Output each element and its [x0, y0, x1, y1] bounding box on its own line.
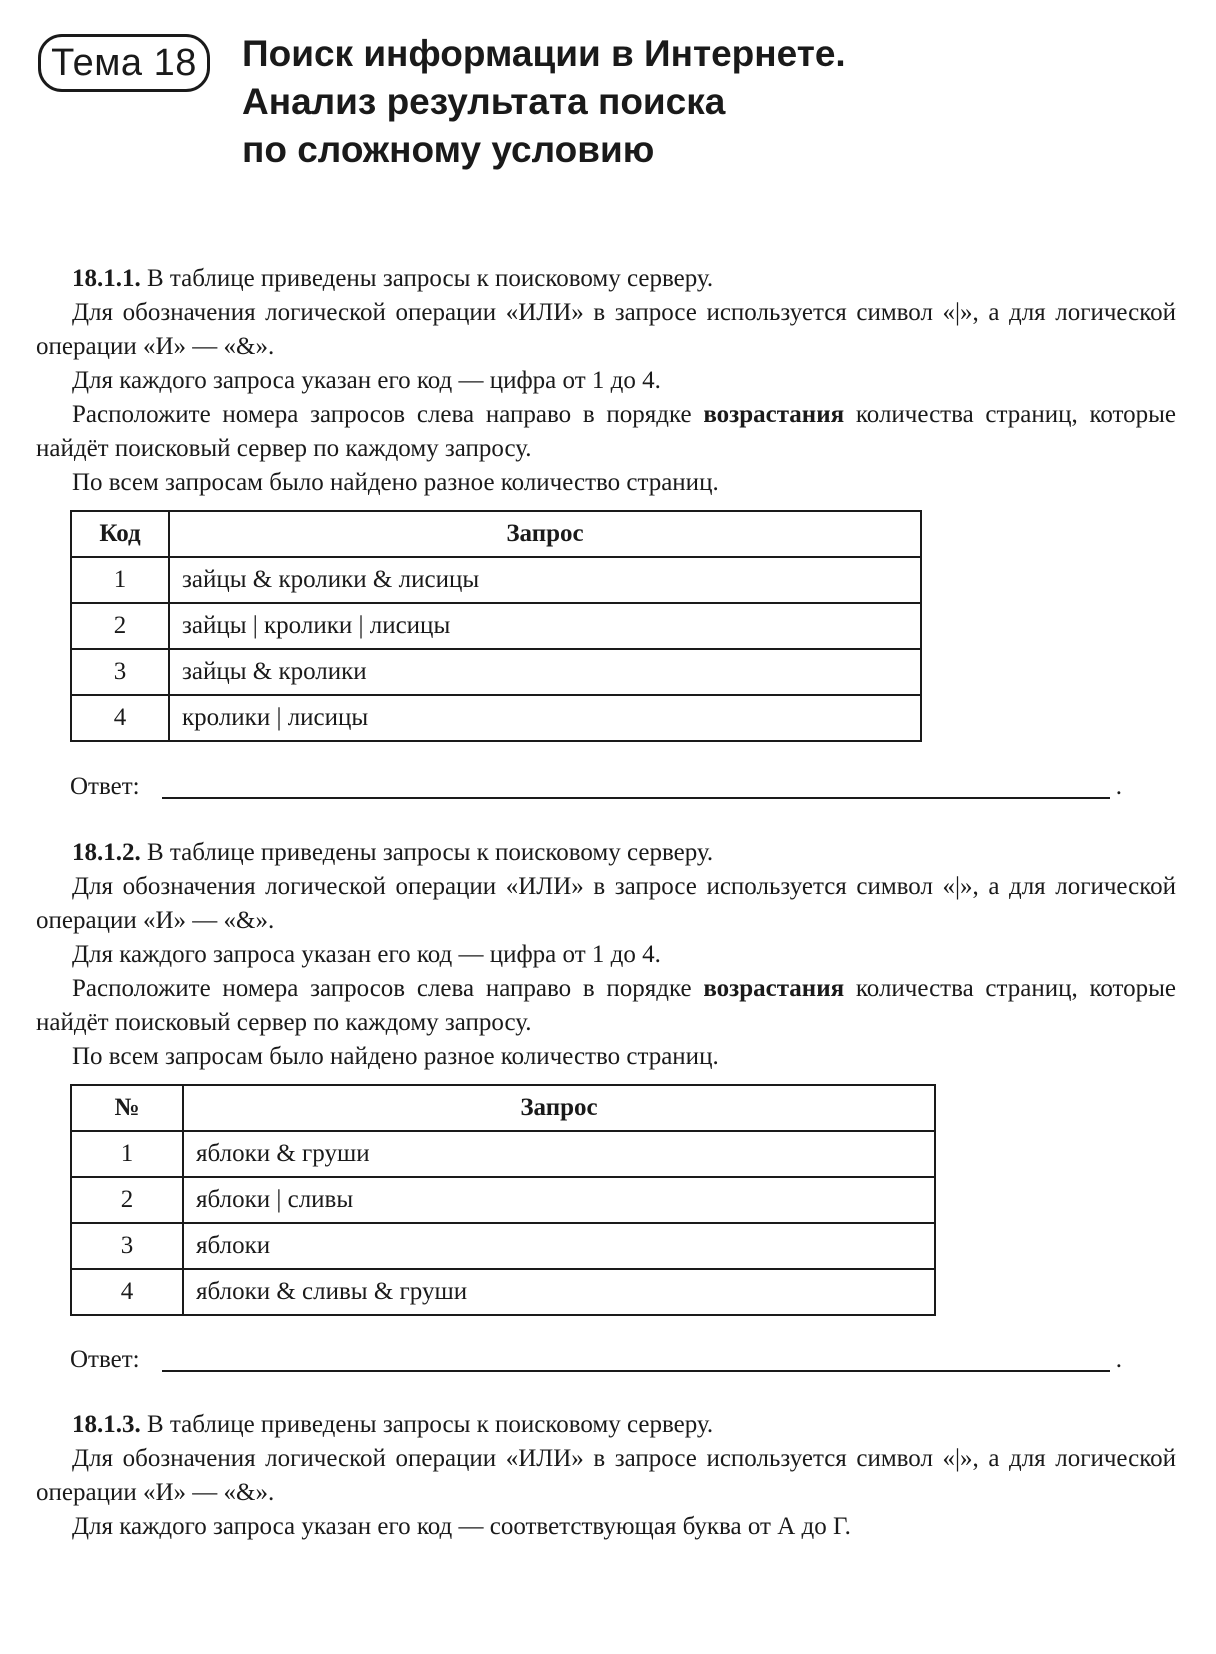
answer-blank[interactable]	[162, 1370, 1110, 1372]
table-row	[71, 1269, 935, 1315]
answer-label: Ответ:	[70, 1346, 140, 1373]
row-code: 2	[71, 603, 169, 649]
table-row	[71, 695, 921, 741]
answer-end: .	[1115, 773, 1122, 800]
row-query: яблоки & груши	[183, 1131, 935, 1177]
row-code: 1	[71, 1131, 183, 1177]
task-symbols: Для обозначения логической операции «ИЛИ» в запросе используется символ «|», а для логической операции «И» — «&».	[36, 1445, 1176, 1506]
task-18-1-1	[36, 262, 1176, 500]
task-intro: 18.1.3. В таблице приведены запросы к поисковому серверу.	[72, 1411, 714, 1438]
answer-end: .	[1115, 1346, 1122, 1373]
task-codes: Для каждого запроса указан его код — цифра от 1 до 4.	[72, 941, 661, 968]
table-row	[71, 603, 921, 649]
topic-badge: Тема 18	[38, 34, 210, 92]
answer-line-2	[70, 1343, 1130, 1377]
title-line: Поиск информации в Интернете.	[242, 33, 846, 74]
task-different: По всем запросам было найдено разное количество страниц.	[72, 469, 719, 496]
answer-blank[interactable]	[162, 797, 1110, 799]
row-code: 4	[71, 695, 169, 741]
table-row	[71, 649, 921, 695]
table-row	[71, 1177, 935, 1223]
title-line: Анализ результата поиска	[242, 81, 726, 122]
col-code-header: №	[71, 1085, 183, 1131]
row-query: кролики | лисицы	[169, 695, 921, 741]
task-intro: 18.1.1. В таблице приведены запросы к поисковому серверу.	[72, 265, 714, 292]
col-query-header: Запрос	[183, 1085, 935, 1131]
table-header-row	[71, 511, 921, 557]
query-table-1	[70, 510, 922, 742]
task-different: По всем запросам было найдено разное количество страниц.	[72, 1043, 719, 1070]
task-codes: Для каждого запроса указан его код — цифра от 1 до 4.	[72, 367, 661, 394]
answer-line-1	[70, 770, 1130, 804]
task-number: 18.1.3.	[72, 1411, 141, 1438]
row-code: 1	[71, 557, 169, 603]
query-table-2	[70, 1084, 936, 1316]
row-query: яблоки	[183, 1223, 935, 1269]
task-number: 18.1.2.	[72, 839, 141, 866]
answer-label: Ответ:	[70, 773, 140, 800]
table-row	[71, 1223, 935, 1269]
task-order: Расположите номера запросов слева направо в порядке возрастания количества страниц, которые найдёт поисковый сервер по каждому запросу.	[36, 975, 1177, 1036]
task-number: 18.1.1.	[72, 265, 141, 292]
row-code: 3	[71, 649, 169, 695]
row-code: 3	[71, 1223, 183, 1269]
title-line: по сложному условию	[242, 129, 655, 170]
row-query: зайцы & кролики & лисицы	[169, 557, 921, 603]
task-codes: Для каждого запроса указан его код — соответствующая буква от А до Г.	[72, 1513, 851, 1540]
task-intro: 18.1.2. В таблице приведены запросы к поисковому серверу.	[72, 839, 714, 866]
topic-title	[242, 30, 1142, 174]
col-query-header: Запрос	[169, 511, 921, 557]
row-query: яблоки & сливы & груши	[183, 1269, 935, 1315]
row-query: зайцы & кролики	[169, 649, 921, 695]
table-header-row	[71, 1085, 935, 1131]
task-18-1-3	[36, 1408, 1176, 1544]
col-code-header: Код	[71, 511, 169, 557]
table-row	[71, 557, 921, 603]
task-symbols: Для обозначения логической операции «ИЛИ» в запросе используется символ «|», а для логической операции «И» — «&».	[36, 873, 1176, 934]
table-row	[71, 1131, 935, 1177]
row-query: зайцы | кролики | лисицы	[169, 603, 921, 649]
row-query: яблоки | сливы	[183, 1177, 935, 1223]
row-code: 2	[71, 1177, 183, 1223]
task-symbols: Для обозначения логической операции «ИЛИ» в запросе используется символ «|», а для логической операции «И» — «&».	[36, 299, 1176, 360]
task-order: Расположите номера запросов слева направо в порядке возрастания количества страниц, которые найдёт поисковый сервер по каждому запросу.	[36, 401, 1177, 462]
task-18-1-2	[36, 836, 1176, 1074]
row-code: 4	[71, 1269, 183, 1315]
